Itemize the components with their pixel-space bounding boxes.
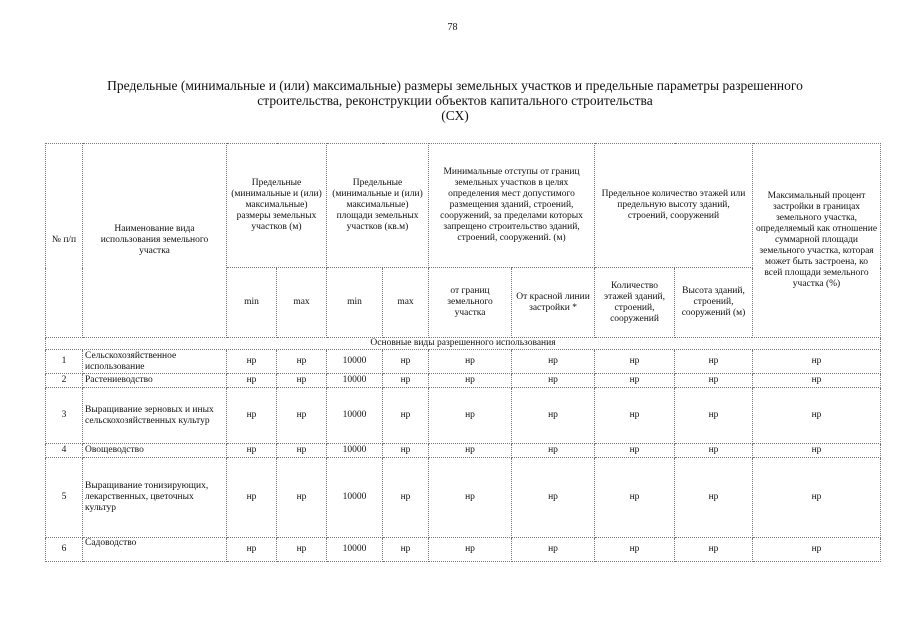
header-num: № п/п — [46, 144, 83, 338]
header-size-min: min — [227, 268, 277, 338]
red-line: нр — [512, 374, 595, 388]
header-size: Предельные (минимальные и (или) максимальные) размеры земельных участков (м) — [227, 144, 327, 268]
floors: нр — [595, 388, 675, 444]
title-line-1: Предельные (минимальные и (или) максимальные) размеры земельных участков и предельные параметры разрешенного — [107, 78, 803, 93]
height: нр — [675, 458, 753, 538]
title-line-3: (СХ) — [441, 108, 469, 123]
table-row — [46, 374, 881, 388]
size-max: нр — [277, 458, 327, 538]
height: нр — [675, 374, 753, 388]
header-name: Наименование вида использования земельного участка — [83, 144, 227, 338]
size-max: нр — [277, 538, 327, 562]
from-bounds: нр — [429, 350, 512, 374]
area-max: нр — [383, 374, 429, 388]
row-name: Растениеводство — [83, 374, 227, 388]
title-line-2: строительства, реконструкции объектов капитального строительства — [257, 93, 653, 108]
header-height: Высота зданий, строений, сооружений (м) — [675, 268, 753, 338]
area-max: нр — [383, 458, 429, 538]
area-min: 10000 — [327, 374, 383, 388]
percent: нр — [753, 374, 881, 388]
row-name: Сельскохозяйственное использование — [83, 350, 227, 374]
floors: нр — [595, 458, 675, 538]
row-num: 6 — [46, 538, 83, 562]
header-area-max: max — [383, 268, 429, 338]
area-max: нр — [383, 444, 429, 458]
row-name: Выращивание тонизирующих, лекарственных, цветочных культур — [83, 458, 227, 538]
floors: нр — [595, 374, 675, 388]
table-row — [46, 388, 881, 444]
floors: нр — [595, 444, 675, 458]
height: нр — [675, 538, 753, 562]
size-min: нр — [227, 388, 277, 444]
red-line: нр — [512, 458, 595, 538]
area-min: 10000 — [327, 458, 383, 538]
size-min: нр — [227, 374, 277, 388]
size-min: нр — [227, 444, 277, 458]
percent: нр — [753, 388, 881, 444]
row-num: 5 — [46, 458, 83, 538]
area-min: 10000 — [327, 388, 383, 444]
floors: нр — [595, 350, 675, 374]
header-from-bounds: от границ земельного участка — [429, 268, 512, 338]
from-bounds: нр — [429, 374, 512, 388]
header-setback: Минимальные отступы от границ земельных участков в целях определения мест допустимого размещения зданий, строений, сооружений, за пределами которых запрещено строительство зданий, строений, сооружений. (м) — [429, 144, 595, 268]
area-max: нр — [383, 388, 429, 444]
header-area-min: min — [327, 268, 383, 338]
red-line: нр — [512, 388, 595, 444]
area-min: 10000 — [327, 350, 383, 374]
size-min: нр — [227, 458, 277, 538]
percent: нр — [753, 350, 881, 374]
area-min: 10000 — [327, 538, 383, 562]
table-row — [46, 350, 881, 374]
percent: нр — [753, 538, 881, 562]
header-area: Предельные (минимальные и (или) максимальные) площади земельных участков (кв.м) — [327, 144, 429, 268]
header-size-max: max — [277, 268, 327, 338]
header-percent: Максимальный процент застройки в границах земельного участка, определяемый как отношение суммарной площади земельного участка, которая может быть застроена, ко всей площади земельного участка (%) — [753, 144, 881, 338]
red-line: нр — [512, 444, 595, 458]
height: нр — [675, 388, 753, 444]
section-title: Основные виды разрешенного использования — [46, 338, 881, 350]
height: нр — [675, 350, 753, 374]
row-num: 3 — [46, 388, 83, 444]
page-title — [30, 78, 880, 123]
table-row — [46, 458, 881, 538]
header-from-red-line: От красной линии застройки * — [512, 268, 595, 338]
percent: нр — [753, 444, 881, 458]
row-num: 4 — [46, 444, 83, 458]
header-floors: Предельное количество этажей или предельную высоту зданий, строений, сооружений — [595, 144, 753, 268]
size-max: нр — [277, 350, 327, 374]
table-row — [46, 444, 881, 458]
height: нр — [675, 444, 753, 458]
from-bounds: нр — [429, 444, 512, 458]
row-name: Садоводство — [83, 538, 227, 562]
size-max: нр — [277, 388, 327, 444]
row-name: Овощеводство — [83, 444, 227, 458]
size-max: нр — [277, 374, 327, 388]
from-bounds: нр — [429, 458, 512, 538]
percent: нр — [753, 458, 881, 538]
row-num: 2 — [46, 374, 83, 388]
size-min: нр — [227, 350, 277, 374]
size-min: нр — [227, 538, 277, 562]
area-min: 10000 — [327, 444, 383, 458]
area-max: нр — [383, 350, 429, 374]
row-name: Выращивание зерновых и иных сельскохозяйственных культур — [83, 388, 227, 444]
table-row — [46, 538, 881, 562]
row-num: 1 — [46, 350, 83, 374]
from-bounds: нр — [429, 388, 512, 444]
page-number: 78 — [447, 22, 458, 33]
red-line: нр — [512, 350, 595, 374]
floors: нр — [595, 538, 675, 562]
land-parameters-table — [45, 143, 881, 562]
from-bounds: нр — [429, 538, 512, 562]
header-floor-count: Количество этажей зданий, строений, сооружений — [595, 268, 675, 338]
size-max: нр — [277, 444, 327, 458]
area-max: нр — [383, 538, 429, 562]
red-line: нр — [512, 538, 595, 562]
